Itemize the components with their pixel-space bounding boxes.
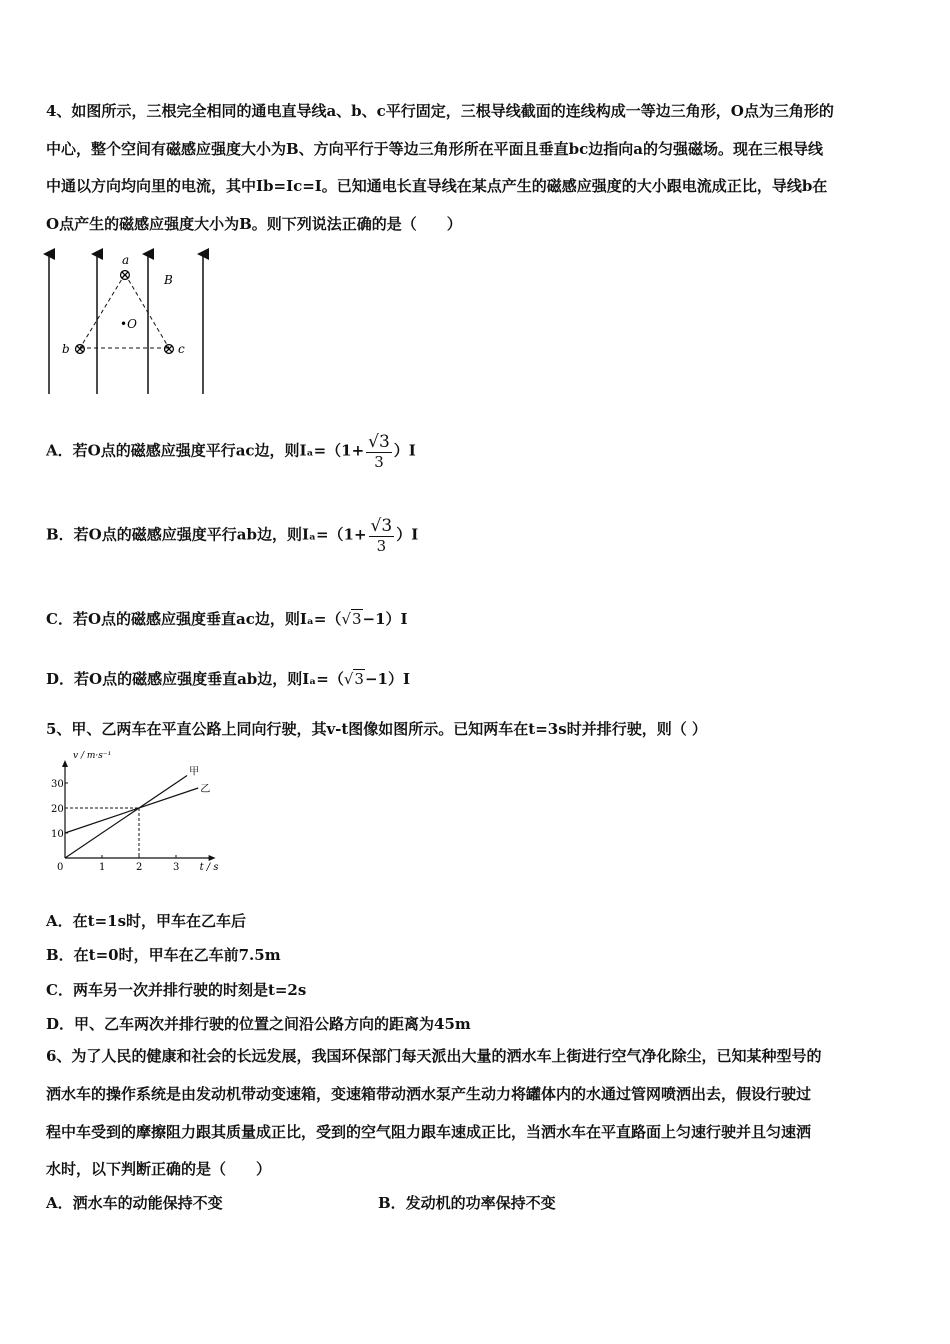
q4-option-d-radicand: 3: [354, 670, 364, 688]
q6-stem-line-4: 水时，以下判断正确的是（ ）: [46, 1160, 272, 1178]
q6-stem-line-3: 程中车受到的摩擦阻力跟其质量成正比，受到的空气阻力跟车速成正比，当洒水车在平直路面上匀速行驶并且匀速洒: [46, 1123, 812, 1141]
q4-stem-line-4: O点产生的磁感应强度大小为B。则下列说法正确的是（ ）: [46, 215, 462, 233]
q4-option-d-suffix: −1）I: [364, 670, 410, 688]
wire-c-symbol: ⊗: [162, 339, 176, 358]
q5-option-b[interactable]: B．在t=0时，甲车在乙车前7.5m: [46, 946, 281, 964]
q5-vt-chart: [40, 748, 230, 880]
q4-option-a-numerator: √3: [368, 432, 390, 452]
q4-magnetic-field-figure: [40, 246, 220, 398]
x-axis-label: t / s: [199, 862, 219, 873]
q4-option-a-denominator: 3: [374, 453, 384, 471]
x-tick-label: 2: [136, 862, 143, 873]
q4-option-d-sqrt: √3: [343, 670, 364, 688]
q4-option-b-denominator: 3: [376, 537, 387, 555]
q4-option-b-fraction: [369, 516, 395, 555]
y-tick-label: 10: [51, 829, 64, 840]
y-tick-label: 20: [51, 804, 64, 815]
label-a: a: [122, 253, 130, 267]
triangle-side-ac: [125, 274, 169, 348]
x-tick-label: 0: [57, 862, 64, 873]
q4-option-a-suffix: ）I: [393, 441, 416, 460]
wire-a-symbol: ⊗: [118, 265, 132, 284]
triangle-side-ab: [80, 274, 125, 348]
q4-option-d[interactable]: [46, 668, 410, 689]
q4-option-c-prefix: C．若O点的磁感应强度垂直ac边，则Iₐ=（: [46, 610, 342, 628]
q6-stem-line-1: 6、为了人民的健康和社会的长远发展，我国环保部门每天派出大量的洒水车上街进行空气净化除尘，已知某种型号的: [46, 1047, 822, 1065]
x-tick-label: 3: [173, 862, 180, 873]
q4-option-b-prefix: B．若O点的磁感应强度平行ab边，则Iₐ=（1+: [46, 525, 367, 544]
q4-stem-line-3: 中通以方向均向里的电流，其中Ib=Ic=I。已知通电长直导线在某点产生的磁感应强度的大小跟电流成正比，导线b在: [46, 177, 828, 195]
q4-stem-line-2: 中心，整个空间有磁感应强度大小为B、方向平行于等边三角形所在平面且垂直bc边指向a的匀强磁场。现在三根导线: [46, 140, 824, 158]
q6-option-b[interactable]: B．发动机的功率保持不变: [378, 1194, 556, 1212]
label-o: •O: [120, 317, 137, 331]
wire-b-symbol: ⊗: [73, 339, 87, 358]
series-label-yi: 乙: [200, 784, 211, 795]
q4-option-c-sqrt: √3: [341, 610, 362, 628]
q4-option-c-suffix: −1）I: [362, 610, 408, 628]
label-c: c: [178, 342, 185, 356]
y-tick-label: 30: [51, 779, 64, 790]
q5-option-c[interactable]: C．两车另一次并排行驶的时刻是t=2s: [46, 981, 307, 999]
label-b-field: B: [164, 273, 173, 287]
series-label-jia: 甲: [189, 766, 200, 778]
q5-option-d[interactable]: D．甲、乙车两次并排行驶的位置之间沿公路方向的距离为45m: [46, 1015, 471, 1033]
q4-stem-line-1: 4、如图所示，三根完全相同的通电直导线a、b、c平行固定，三根导线截面的连线构成一等边三角形，O点为三角形的: [46, 102, 834, 120]
q4-option-c[interactable]: [46, 608, 408, 629]
q4-option-b[interactable]: [46, 516, 418, 555]
y-axis-arrow: [62, 760, 68, 767]
q4-option-b-suffix: ）I: [396, 525, 419, 544]
q4-option-a-prefix: A．若O点的磁感应强度平行ac边，则Iₐ=（1+: [46, 441, 365, 460]
q6-stem-line-2: 洒水车的操作系统是由发动机带动变速箱，变速箱带动洒水泵产生动力将罐体内的水通过管网喷洒出去，假设行驶过: [46, 1085, 812, 1103]
y-axis-label: v / m·s⁻¹: [73, 751, 112, 761]
q4-option-a[interactable]: [46, 432, 416, 471]
x-axis-arrow: [209, 855, 216, 861]
q6-option-a[interactable]: A．洒水车的动能保持不变: [46, 1194, 223, 1212]
q5-option-a[interactable]: A．在t=1s时，甲车在乙车后: [46, 912, 247, 930]
q4-option-c-radicand: 3: [352, 610, 362, 628]
q4-option-d-prefix: D．若O点的磁感应强度垂直ab边，则Iₐ=（: [46, 670, 344, 688]
series-line-jia: [65, 776, 187, 859]
q5-stem: 5、甲、乙两车在平直公路上同向行驶，其v-t图像如图所示。已知两车在t=3s时并排行驶，则（ ）: [46, 720, 707, 738]
q4-option-b-numerator: √3: [370, 516, 393, 536]
x-tick-label: 1: [99, 862, 106, 873]
q4-option-a-fraction: [366, 432, 392, 471]
label-b: b: [62, 342, 70, 356]
series-line-yi: [65, 788, 198, 833]
